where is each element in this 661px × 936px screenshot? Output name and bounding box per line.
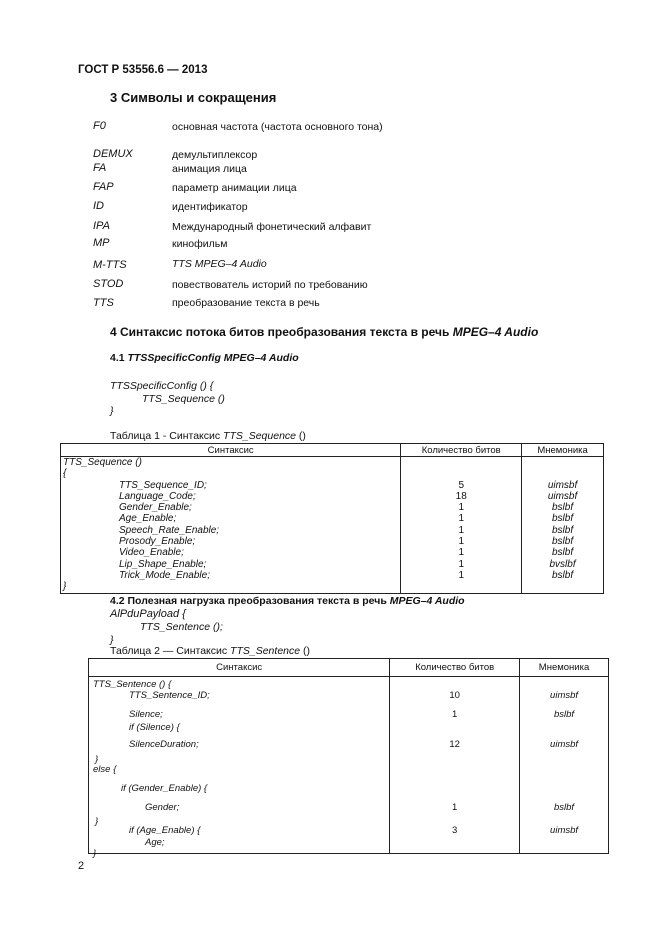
- table-1-caption: [110, 430, 306, 442]
- section-3-title: 3 Символы и сокращения: [110, 90, 277, 105]
- mnemonic-value: bslbf: [551, 536, 574, 548]
- syntax-line: Trick_Mode_Enable;: [119, 569, 210, 581]
- italic-term: MPEG–4 Audio: [452, 325, 539, 339]
- mnemonic-value: uimsbf: [547, 490, 578, 502]
- abbr-term: FA: [93, 162, 107, 174]
- code-line: TTSSpecificConfig () {: [110, 380, 214, 392]
- mnemonic-value: bslbf: [554, 802, 575, 813]
- syntax-line: }: [95, 816, 99, 827]
- abbr-term: DEMUX: [93, 148, 133, 160]
- mnemonic-value: uimsbf: [550, 825, 579, 836]
- mnemonic-value: uimsbf: [547, 479, 578, 491]
- code-line: TTS_Sequence (): [142, 393, 225, 405]
- table-2-caption: [110, 645, 310, 657]
- caption-prefix: Таблица 1 - Синтаксис: [110, 430, 224, 442]
- caption-name: TTS_Sentence: [230, 645, 301, 657]
- syntax-line: TTS_Sentence_ID;: [129, 690, 210, 701]
- bits-value: 18: [455, 490, 467, 502]
- abbr-term: MP: [93, 237, 110, 249]
- bits-value: 1: [458, 524, 464, 536]
- abbr-desc: повествователь историй по требованию: [172, 279, 368, 291]
- abbr-term: STOD: [93, 278, 124, 290]
- syntax-line: if (Silence) {: [129, 722, 180, 733]
- table-header-syntax: Синтаксис: [61, 444, 401, 457]
- table-header-bits: Количество битов: [401, 444, 522, 457]
- bits-value: 1: [458, 513, 464, 525]
- bits-cell: [401, 457, 522, 594]
- syntax-line: Age;: [145, 837, 165, 848]
- table-header-syntax: Синтаксис: [89, 659, 390, 677]
- abbr-desc: идентификатор: [172, 201, 248, 213]
- syntax-line: Lip_Shape_Enable;: [119, 558, 207, 570]
- mnemonic-value: bslbf: [551, 513, 574, 525]
- abbr-desc: кинофильм: [172, 238, 228, 250]
- syntax-line: }: [93, 848, 97, 859]
- bits-value: 1: [458, 558, 464, 570]
- syntax-line: if (Age_Enable) {: [129, 825, 201, 836]
- bits-value: 12: [449, 739, 460, 750]
- section-4-1-title-text: 4.1 TTSSpecificConfig MPEG–4 Audio: [110, 352, 299, 364]
- syntax-line: SilenceDuration;: [129, 739, 199, 750]
- section-4-title: [110, 325, 538, 339]
- italic-term: MPEG–4 Audio: [389, 595, 465, 607]
- abbr-desc: преобразование текста в речь: [172, 297, 320, 309]
- mnemonic-value: bslbf: [551, 524, 574, 536]
- section-4-2-title: [110, 595, 465, 607]
- section-4-1-title: [110, 352, 299, 364]
- bits-value: 1: [458, 569, 464, 581]
- syntax-line: TTS_Sentence () {: [93, 679, 172, 690]
- abbr-desc: TTS MPEG–4 Audio: [172, 258, 267, 270]
- mnemonic-value: bvslbf: [549, 558, 576, 570]
- syntax-line: Gender_Enable;: [119, 502, 192, 514]
- bits-value: 10: [449, 690, 460, 701]
- abbr-desc: основная частота (частота основного тона): [172, 121, 383, 133]
- table-header-mnemonic: Мнемоника: [520, 659, 609, 677]
- bits-cell: [390, 677, 520, 854]
- abbr-desc: Международный фонетический алфавит: [172, 221, 372, 233]
- mnemonic-cell: [520, 677, 609, 854]
- syntax-line: else {: [93, 764, 117, 775]
- caption-prefix: Таблица 2 — Синтаксис: [110, 645, 231, 657]
- syntax-line: if (Gender_Enable) {: [121, 783, 208, 794]
- document-header: ГОСТ Р 53556.6 — 2013: [78, 64, 208, 76]
- section-4-2-title-text: 4.2 Полезная нагрузка преобразования текста в речь MPEG–4 Audio: [110, 595, 465, 607]
- table-header-bits: Количество битов: [390, 659, 520, 677]
- bits-value: 1: [452, 709, 458, 720]
- code-line: AlPduPayload {: [110, 608, 186, 620]
- abbr-term: TTS: [93, 297, 114, 309]
- abbr-term: IPA: [93, 220, 110, 232]
- mnemonic-value: uimsbf: [550, 690, 579, 701]
- mnemonic-value: bslbf: [554, 709, 575, 720]
- abbr-term: M-TTS: [93, 259, 127, 271]
- caption-name: TTS_Sequence: [223, 430, 296, 442]
- code-line: TTS_Sentence ();: [140, 621, 223, 633]
- abbr-term: ID: [93, 200, 104, 212]
- table-2: [88, 658, 609, 859]
- italic-term: TTSSpecificConfig: [127, 352, 221, 364]
- syntax-line: TTS_Sequence (): [63, 457, 142, 468]
- bits-value: 1: [458, 502, 464, 514]
- syntax-line: Gender;: [145, 802, 180, 813]
- table-header-mnemonic: Мнемоника: [522, 444, 604, 457]
- syntax-cell: [61, 457, 401, 594]
- syntax-line: Silence;: [129, 709, 163, 720]
- abbr-term: FAP: [93, 181, 114, 193]
- mnemonic-value: bslbf: [551, 547, 574, 559]
- syntax-line: }: [63, 581, 67, 593]
- syntax-line: Language_Code;: [119, 490, 196, 502]
- abbr-term: F0: [93, 120, 106, 132]
- italic-term: MPEG–4 Audio: [223, 352, 299, 364]
- code-line: }: [110, 405, 114, 417]
- bits-value: 1: [458, 536, 464, 548]
- syntax-line: Age_Enable;: [119, 513, 177, 525]
- section-4-title-text: 4 Синтаксис потока битов преобразования текста в речь MPEG–4 Audio: [110, 325, 539, 339]
- syntax-line: TTS_Sequence_ID;: [119, 479, 207, 491]
- abbr-desc: анимация лица: [172, 163, 247, 175]
- syntax-line: Speech_Rate_Enable;: [119, 524, 220, 536]
- abbr-desc: демультиплексор: [172, 149, 258, 161]
- mnemonic-value: uimsbf: [550, 739, 579, 750]
- bits-value: 5: [458, 479, 464, 491]
- caption-suffix: (): [296, 430, 306, 442]
- mnemonic-value: bslbf: [551, 502, 574, 514]
- table-1: [60, 443, 604, 594]
- page-number: 2: [78, 860, 85, 872]
- syntax-line: {: [63, 468, 67, 480]
- code-line: }: [110, 634, 114, 646]
- bits-value: 1: [452, 802, 458, 813]
- abbr-desc: параметр анимации лица: [172, 182, 297, 194]
- syntax-cell: [89, 677, 390, 859]
- bits-value: 1: [458, 547, 464, 559]
- syntax-line: }: [95, 754, 99, 765]
- syntax-line: Video_Enable;: [119, 547, 184, 559]
- mnemonic-value: bslbf: [551, 569, 574, 581]
- mnemonic-cell: [522, 457, 604, 594]
- caption-suffix: (): [300, 645, 311, 657]
- syntax-line: Prosody_Enable;: [119, 536, 196, 548]
- bits-value: 3: [452, 825, 458, 836]
